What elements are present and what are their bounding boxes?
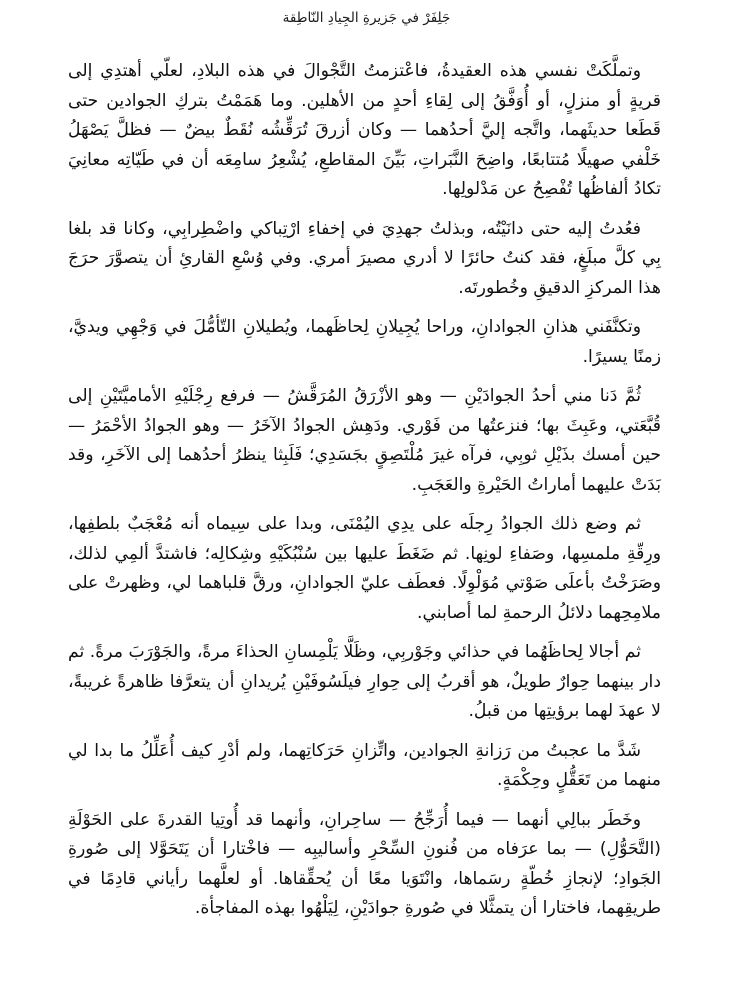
paragraph: وتكنَّفَني هذانِ الجوادانِ، وراحا يُجِيلانِ لِحاظَهما، ويُطيلانِ التّأمُّلَ في وَجْهِي ويديَّ، زمنًا يسيرًا. xyxy=(68,317,661,367)
body-text xyxy=(68,57,661,934)
paragraph: وخَطَر ببالِي أنهما — فيما أُرَجِّحُ — ساحِرانِ، وأنهما قد أُوتِيا القدرةَ على الحَوْلَةِ (التَّحَوُّلِ) — بما عرَفاه من فُنونِ السِّحْرِ وأساليبِه — فاخْتارا أن يَتَحَوَّلا إلى صُورةِ الجَوادِ؛ لإنجازِ خُطّةٍ رسَماها، وانْتَوَيا معًا أن يُحقِّقاها. أو لعلَّهما رأياني قادِمًا في طريقِهما، فاختارا أن يتمثَّلا في صُورةِ جوادَيْنِ، لِيَلْهُوا بهذه المفاجأة. xyxy=(68,809,661,918)
paragraph: شَدَّ ما عجبتُ من رَزانةِ الجوادين، واتِّزانِ حَرَكاتِهما، ولم أدْرِ كيف أُعَلِّلُ ما بدا لي منهما من تَعَقُّلٍ وحِكْمَةٍ. xyxy=(68,740,661,790)
running-header: جَلِفَرْ في جَزيرةِ الجِيادِ النّاطِقة xyxy=(282,10,451,26)
paragraph: ثم أجالا لِحاظَهُما في حذائي وجَوْربِي، وظَلَّا يَلْمِسانِ الحذاءَ مرةً، والجَوْرَبَ مرةً. ثم دار بينهما حِوارٌ طويلٌ، هو أقربُ إلى حِوارِ فيلَسُوفَيْنِ يُريدانِ أن يتعرَّفا ظاهرةً غريبةً، لا عهدَ لهما برؤيتِها من قبلُ. xyxy=(68,642,661,721)
paragraph: ثُمَّ دَنا مني أحدُ الجوادَيْنِ — وهو الأزْرَقُ المُرَقَّشُ — فرفع رِجْلَيْهِ الأماميَّتَيْنِ إلى قُبَّعَتي، وعَبِثَ بها؛ فنزعتُها من فَوْري. ودَهِش الجوادُ الآخَرُ — وهو الجوادُ الأحْمَرُ — حين أمسك بذَيْلِ ثوبِي، فرآه غيرَ مُلْتَصِقٍ بجَسَدِي؛ فَلَبِثا ينظرُ أحدُهما إلى الآخَرِ، وقد بَدَتْ عليهما أماراتُ الحَيْرةِ والعَجَبِ. xyxy=(68,386,661,495)
paragraph: ثم وضع ذلك الجوادُ رِجلَه على يدِي اليُمْنَى، وبدا على سِيماه أنه مُعْجَبٌ بلطفِها، ورِقّةِ ملمسِها، وصَفاءِ لونِها. ثم ضَغَطَ عليها بين سُنْبُكَيْهِ وشِكالِه؛ فاشتدَّ ألمِي لذلك، وصَرَخْتُ بأعلَى صَوْتي مُوَلْوِلًا. فعطَف عليّ الجوادانِ، ورقَّ قلباهما لي، وظهرتْ على ملامِحِهما دلائلُ الرحمةِ لما أصابني. xyxy=(68,514,661,623)
paragraph: وتملَّكَتْ نفسي هذه العقيدةُ، فاعْتزمتُ التَّجْوالَ في هذه البلادِ، لعلّي أهتدِي إلى قريةٍ أو منزلٍ، أو أُوَفَّقُ إلى لِقاءِ أحدٍ من الأهلين. وما هَمَمْتُ بتركِ الجوادين حتى قَطَعا حديثَهما، واتَّجه إليَّ أحدُهما — وكان أزرقَ تُرَقِّشُه نُقَطٌ بيضٌ — فظلَّ يَصْهَلُ خَلْفي صهيلًا مُتتابعًا، واضِحَ النَّبَراتِ، بَيِّنَ المقاطعِ، يُشْعِرُ سامِعَه أن في طَيّاتِه معانِيَ تكادُ ألفاظُها تُفْصِحُ عن مَدْلولِها. xyxy=(68,61,661,199)
paragraph: فعُدتُ إليه حتى دانَيْتُه، وبذلتُ جهدِيَ في إخفاءِ ارْتِباكي واضْطِرابِي، وكانا قد بلغا بِي كلَّ مبلَغٍ، فقد كنتُ حائرًا لا أدري مصيرَ أمري. وفي وُسْعِ القارئِ أن يتصوَّرَ حرَجَ هذا المركزِ الدقيقِ وخُطورتَه. xyxy=(68,218,661,298)
